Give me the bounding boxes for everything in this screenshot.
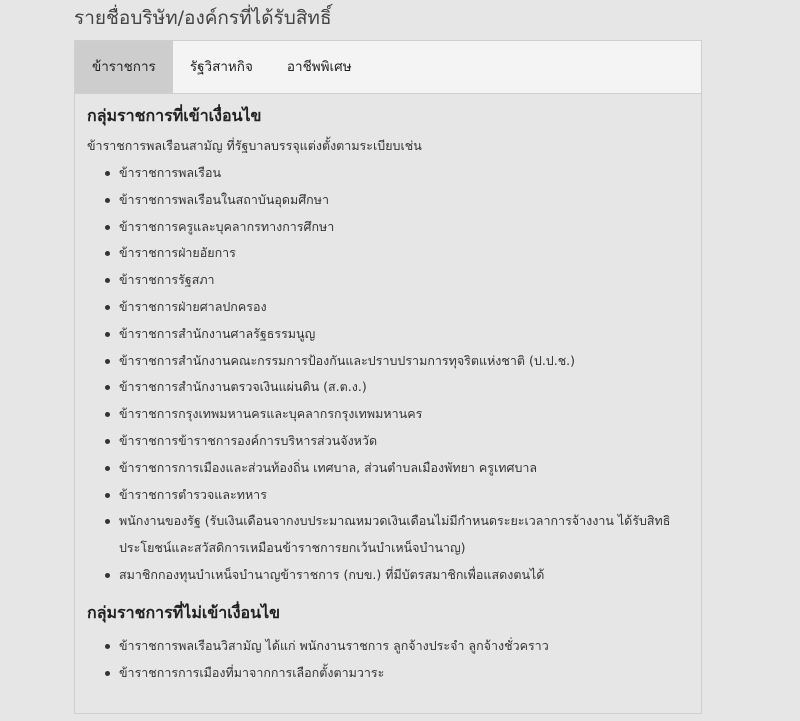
tab-special-occupation[interactable]: อาชีพพิเศษ (286, 59, 352, 75)
list-item: พนักงานของรัฐ (รับเงินเดือนจากงบประมาณหมวดเงินเดือนไม่มีกำหนดระยะเวลาการจ้างงาน ได้รับสิทธิประโยชน์และสวัสดิการเหมือนข้าราชการยกเว้นบำเหน็จบำนาญ) (119, 508, 689, 562)
list-item: ข้าราชการฝ่ายศาลปกครอง (119, 294, 689, 321)
list-item: ข้าราชการสำนักงานศาลรัฐธรรมนูญ (119, 321, 689, 348)
list-item: ข้าราชการพลเรือนวิสามัญ ได้แก่ พนักงานราชการ ลูกจ้างประจำ ลูกจ้างชั่วคราว (119, 633, 689, 660)
list-item: ข้าราชการครูและบุคลากรทางการศึกษา (119, 214, 689, 241)
page-title: รายชื่อบริษัท/องค์กรที่ได้รับสิทธิ์ (74, 7, 332, 29)
list-item: ข้าราชการตำรวจและทหาร (119, 482, 689, 509)
list-item: ข้าราชการกรุงเทพมหานครและบุคลากรกรุงเทพมหานคร (119, 401, 689, 428)
list-item: ข้าราชการข้าราชการองค์การบริหารส่วนจังหวัด (119, 428, 689, 455)
list-item: ข้าราชการฝ่ายอัยการ (119, 240, 689, 267)
tab-bar (75, 41, 701, 94)
list-item: ข้าราชการสำนักงานคณะกรรมการป้องกันและปราบปรามการทุจริตแห่งชาติ (ป.ป.ช.) (119, 348, 689, 375)
list-item: ข้าราชการการเมืองที่มาจากการเลือกตั้งตามวาระ (119, 660, 689, 687)
list-item: สมาชิกกองทุนบำเหน็จบำนาญข้าราชการ (กบข.) ที่มีบัตรสมาชิกเพื่อแสดงตนได้ (119, 562, 689, 589)
list-item: ข้าราชการพลเรือน (119, 160, 689, 187)
eligible-heading: กลุ่มราชการที่เข้าเงื่อนไข (87, 106, 262, 125)
list-item: ข้าราชการรัฐสภา (119, 267, 689, 294)
tab-content (75, 94, 701, 686)
ineligible-list (87, 633, 689, 687)
list-item: ข้าราชการการเมืองและส่วนท้องถิ่น เทศบาล, ส่วนตำบลเมืองพัทยา ครูเทศบาล (119, 455, 689, 482)
list-item: ข้าราชการพลเรือนในสถาบันอุดมศึกษา (119, 187, 689, 214)
list-item: ข้าราชการสำนักงานตรวจเงินแผ่นดิน (ส.ต.ง.) (119, 374, 689, 401)
eligible-intro: ข้าราชการพลเรือนสามัญ ที่รัฐบาลบรรจุแต่งตั้งตามระเบียบเช่น (87, 138, 422, 153)
tab-civil-servant[interactable]: ข้าราชการ (75, 41, 173, 93)
tab-state-enterprise[interactable]: รัฐวิสาหกิจ (189, 59, 253, 75)
eligible-list (87, 160, 689, 589)
ineligible-heading: กลุ่มราชการที่ไม่เข้าเงื่อนไข (87, 602, 281, 622)
tab-panel (74, 40, 702, 714)
